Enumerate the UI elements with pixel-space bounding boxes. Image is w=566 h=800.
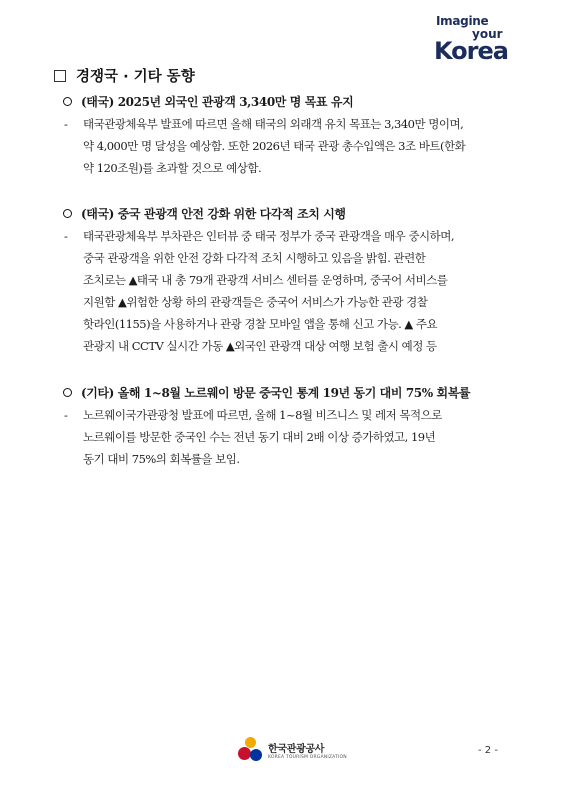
logo-text-imagine: Imagine <box>436 14 489 28</box>
item-heading-1 <box>63 93 353 110</box>
checkbox-square-icon <box>54 70 66 82</box>
dash-bullet: - <box>64 229 68 243</box>
imagine-your-korea-logo <box>430 14 516 64</box>
body-line: 약 4,000만 명 달성을 예상함. 또한 2026년 태국 관광 총수입액은 3조 바트(한화 <box>83 139 466 153</box>
body-line: 지원함 ▲위험한 상황 하의 관광객들은 중국어 서비스가 가능한 관광 경찰 <box>83 295 428 309</box>
body-line: 중국 관광객을 위한 안전 강화 다각적 조치 시행하고 있음을 밝힘. 관련한 <box>83 251 426 265</box>
item-body-2 <box>64 225 512 357</box>
body-line: 동기 대비 75%의 회복률을 보임. <box>83 452 240 466</box>
body-line: 관광지 내 CCTV 실시간 가동 ▲외국인 관광객 대상 여행 보험 출시 예정 등 <box>83 339 437 353</box>
page-number: - 2 - <box>478 745 498 756</box>
item-heading-text: (태국) 중국 관광객 안전 강화 위한 다각적 조치 시행 <box>81 207 346 221</box>
kto-footer-logo <box>238 737 347 763</box>
body-line: 노르웨이국가관광청 발표에 따르면, 올해 1~8월 비즈니스 및 레저 목적으로 <box>83 408 442 422</box>
circle-bullet-icon <box>63 388 72 397</box>
item-heading-text: (기타) 올해 1~8월 노르웨이 방문 중국인 통계 19년 동기 대비 75% 회복률 <box>81 386 471 400</box>
dash-bullet: - <box>64 408 68 422</box>
logo-text-korea: Korea <box>434 37 508 65</box>
section-title <box>54 65 195 86</box>
circle-bullet-icon <box>63 97 72 106</box>
org-name-en: KOREA TOURISM ORGANIZATION <box>268 755 347 760</box>
body-line: 핫라인(1155)을 사용하거나 관광 경찰 모바일 앱을 통해 신고 가능. ▲ 주요 <box>83 317 438 331</box>
org-name: 한국관광공사 <box>268 744 325 755</box>
body-line: 태국관광체육부 부차관은 인터뷰 중 태국 정부가 중국 관광객을 매우 중시하며, <box>83 229 455 243</box>
body-line: 조치로는 ▲태국 내 총 79개 관광객 서비스 센터를 운영하며, 중국어 서비스를 <box>83 273 448 287</box>
section-title-text: 경쟁국 · 기타 동향 <box>76 69 195 85</box>
item-body-1 <box>64 113 512 179</box>
kto-emblem-icon <box>238 737 264 763</box>
item-body-3 <box>64 404 512 470</box>
body-line: 약 120조원)를 초과할 것으로 예상함. <box>83 161 262 175</box>
item-heading-text: (태국) 2025년 외국인 관광객 3,340만 명 목표 유지 <box>81 95 354 109</box>
dash-bullet: - <box>64 117 68 131</box>
item-heading-2 <box>63 205 346 222</box>
circle-bullet-icon <box>63 209 72 218</box>
body-line: 노르웨이를 방문한 중국인 수는 전년 동기 대비 2배 이상 증가하였고, 19년 <box>83 430 436 444</box>
body-line: 태국관광체육부 발표에 따르면 올해 태국의 외래객 유치 목표는 3,340만 명이며, <box>83 117 464 131</box>
logo-text-your: your <box>472 27 503 41</box>
item-heading-3 <box>63 384 470 401</box>
